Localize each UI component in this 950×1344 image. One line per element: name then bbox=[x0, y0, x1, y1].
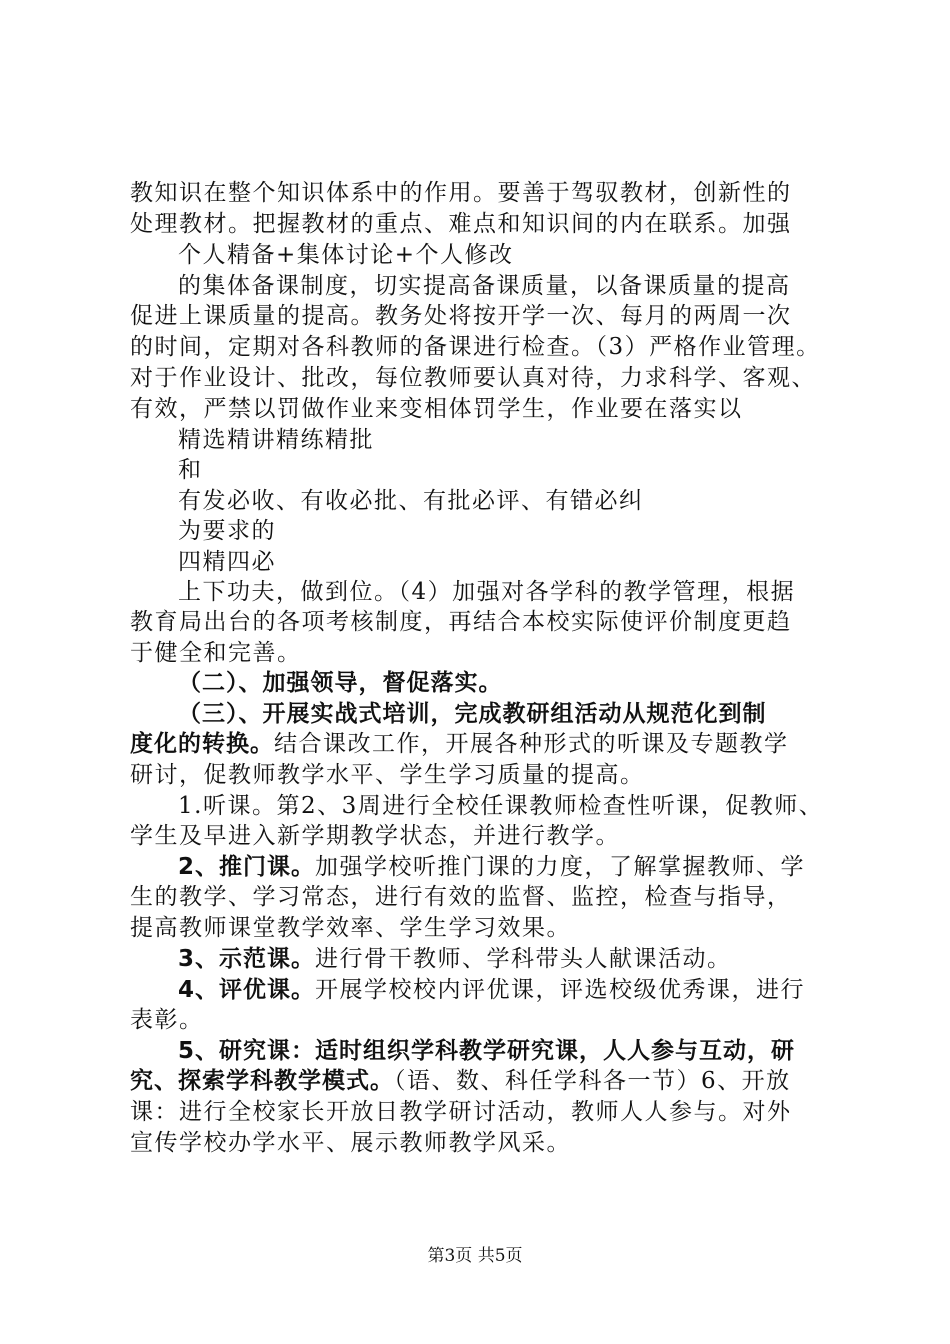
item-4-text: 开展学校校内评优课，评选校级优秀课，进行 bbox=[315, 977, 806, 1003]
text-line: 有效，严禁以罚做作业来变相体罚学生，作业要在落实以 bbox=[130, 396, 743, 422]
text-line: 处理教材。把握教材的重点、难点和知识间的内在联系。加强 bbox=[130, 211, 792, 237]
text-line: 的集体备课制度，切实提高备课质量，以备课质量的提高 bbox=[178, 273, 791, 299]
text-line: 的时间，定期对各科教师的备课进行检查。（3）严格作业管理。 bbox=[130, 334, 821, 360]
text-line: 为要求的 bbox=[178, 518, 276, 544]
section-heading-3: （三）、开展实战式培训，完成教研组活动从规范化到制 bbox=[178, 701, 767, 727]
item-5-text: （语、数、科任学科各一节）6、开放 bbox=[394, 1068, 791, 1094]
text-line: 有发必收、有收必批、有批必评、有错必纠 bbox=[178, 488, 644, 514]
text-line bbox=[130, 727, 789, 761]
item-5-heading-cont: 究、探索学科教学模式。 bbox=[130, 1068, 394, 1094]
item-3-heading: 3、示范课。 bbox=[178, 946, 316, 972]
section-text: 结合课改工作，开展各种形式的听课及专题教学 bbox=[274, 731, 789, 757]
text-line: 对于作业设计、批改，每位教师要认真对待，力求科学、客观、 bbox=[130, 365, 816, 391]
item-4-heading: 4、评优课。 bbox=[178, 977, 316, 1003]
item-4-line: 表彰。 bbox=[130, 1007, 204, 1033]
item-4-line bbox=[178, 973, 805, 1007]
item-2-line: 提高教师课堂教学效率、学生学习效果。 bbox=[130, 915, 571, 941]
text-line: 精选精讲精练精批 bbox=[178, 427, 374, 453]
page-number-footer: 第3页 共5页 bbox=[427, 1246, 523, 1266]
item-1-line: 学生及早进入新学期教学状态，并进行教学。 bbox=[130, 823, 620, 849]
item-2-line bbox=[178, 850, 805, 884]
item-3-text: 进行骨干教师、学科带头人献课活动。 bbox=[315, 946, 732, 972]
item-2-text: 加强学校听推门课的力度，了解掌握教师、学 bbox=[315, 854, 806, 880]
section-heading-3-cont: 度化的转换。 bbox=[130, 731, 274, 757]
section-heading-2: （二）、加强领导，督促落实。 bbox=[178, 670, 503, 696]
text-line: 和 bbox=[178, 457, 203, 483]
text-line: 于健全和完善。 bbox=[130, 640, 302, 666]
item-5-heading: 5、研究课：适时组织学科教学研究课，人人参与互动，研 bbox=[178, 1038, 796, 1064]
text-line: 教育局出台的各项考核制度，再结合本校实际使评价制度更趋 bbox=[130, 609, 792, 635]
item-3-line bbox=[178, 942, 732, 976]
text-line: 促进上课质量的提高。教务处将按开学一次、每月的两周一次 bbox=[130, 303, 792, 329]
text-line: 上下功夫，做到位。（4）加强对各学科的教学管理，根据 bbox=[178, 579, 796, 605]
text-line: 研讨，促教师教学水平、学生学习质量的提高。 bbox=[130, 762, 645, 788]
item-5-line bbox=[130, 1064, 791, 1098]
text-line: 个人精备+集体讨论+个人修改 bbox=[178, 242, 514, 268]
item-2-line: 生的教学、学习常态，进行有效的监督、监控，检查与指导， bbox=[130, 884, 792, 910]
text-line: 教知识在整个知识体系中的作用。要善于驾驭教材，创新性的 bbox=[130, 180, 792, 206]
item-5-line: 宣传学校办学水平、展示教师教学风采。 bbox=[130, 1130, 571, 1156]
text-line: 四精四必 bbox=[178, 549, 276, 575]
item-5-line: 课：进行全校家长开放日教学研讨活动，教师人人参与。对外 bbox=[130, 1099, 792, 1125]
item-2-heading: 2、推门课。 bbox=[178, 854, 316, 880]
item-1-line: 1.听课。第2、3周进行全校任课教师检查性听课，促教师、 bbox=[178, 793, 824, 819]
